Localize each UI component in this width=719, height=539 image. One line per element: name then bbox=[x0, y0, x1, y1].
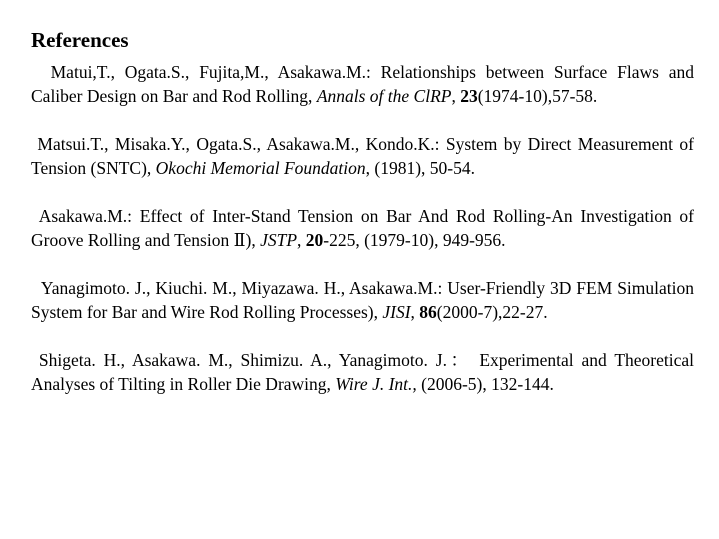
reference-volume: 86 bbox=[419, 302, 437, 322]
reference-item bbox=[31, 60, 699, 108]
reference-journal: JSTP bbox=[260, 230, 298, 250]
reference-journal: Wire J. Int., bbox=[335, 374, 417, 394]
reference-details: , (1981), 50-54. bbox=[365, 158, 475, 178]
references-list bbox=[31, 60, 699, 420]
reference-details: -225, (1979-10), 949-956. bbox=[323, 230, 506, 250]
reference-volume: 20 bbox=[305, 230, 324, 250]
reference-item bbox=[31, 132, 699, 180]
reference-authors-title: Asakawa.M.: Effect of Inter-Stand Tension on Bar And Rod Rolling-An Investigation of Groove Rolling and Tension Ⅱ), bbox=[31, 206, 699, 250]
reference-journal: Okochi Memorial Foundation bbox=[155, 158, 366, 178]
reference-separator: , bbox=[451, 86, 461, 106]
reference-authors-title: Shigeta. H., Asakawa. M., Shimizu. A., Yanagimoto. J.： Experimental and Theoretical Analyses of Tilting in Roller Die Drawing, bbox=[31, 350, 698, 394]
reference-item bbox=[31, 276, 699, 324]
reference-details: (2006-5), 132-144. bbox=[416, 374, 554, 394]
reference-authors-title: Yanagimoto. J., Kiuchi. M., Miyazawa. H., Asakawa.M.: User-Friendly 3D FEM Simulation System for Bar and Wire Rod Rolling Processes), bbox=[31, 278, 699, 322]
reference-details: (2000-7),22-27. bbox=[436, 302, 548, 322]
reference-item bbox=[31, 204, 699, 252]
reference-journal: JISI bbox=[382, 302, 411, 322]
reference-authors-title: Matsui.T., Misaka.Y., Ogata.S., Asakawa.M., Kondo.K.: System by Direct Measurement of Tension (SNTC), bbox=[31, 134, 699, 178]
reference-indent bbox=[31, 350, 39, 370]
reference-authors-title: Matui,T., Ogata.S., Fujita,M., Asakawa.M.: Relationships between Surface Flaws and Caliber Design on Bar and Rod Rolling, bbox=[31, 62, 699, 106]
reference-volume: 23 bbox=[460, 86, 478, 106]
reference-indent bbox=[31, 206, 39, 226]
reference-separator: , bbox=[410, 302, 420, 322]
reference-separator: , bbox=[297, 230, 306, 250]
reference-journal: Annals of the ClRP bbox=[316, 86, 452, 106]
references-heading: References bbox=[31, 28, 129, 52]
reference-indent bbox=[31, 278, 41, 298]
reference-item bbox=[31, 348, 698, 396]
reference-details: (1974-10),57-58. bbox=[477, 86, 598, 106]
reference-indent bbox=[31, 62, 51, 82]
